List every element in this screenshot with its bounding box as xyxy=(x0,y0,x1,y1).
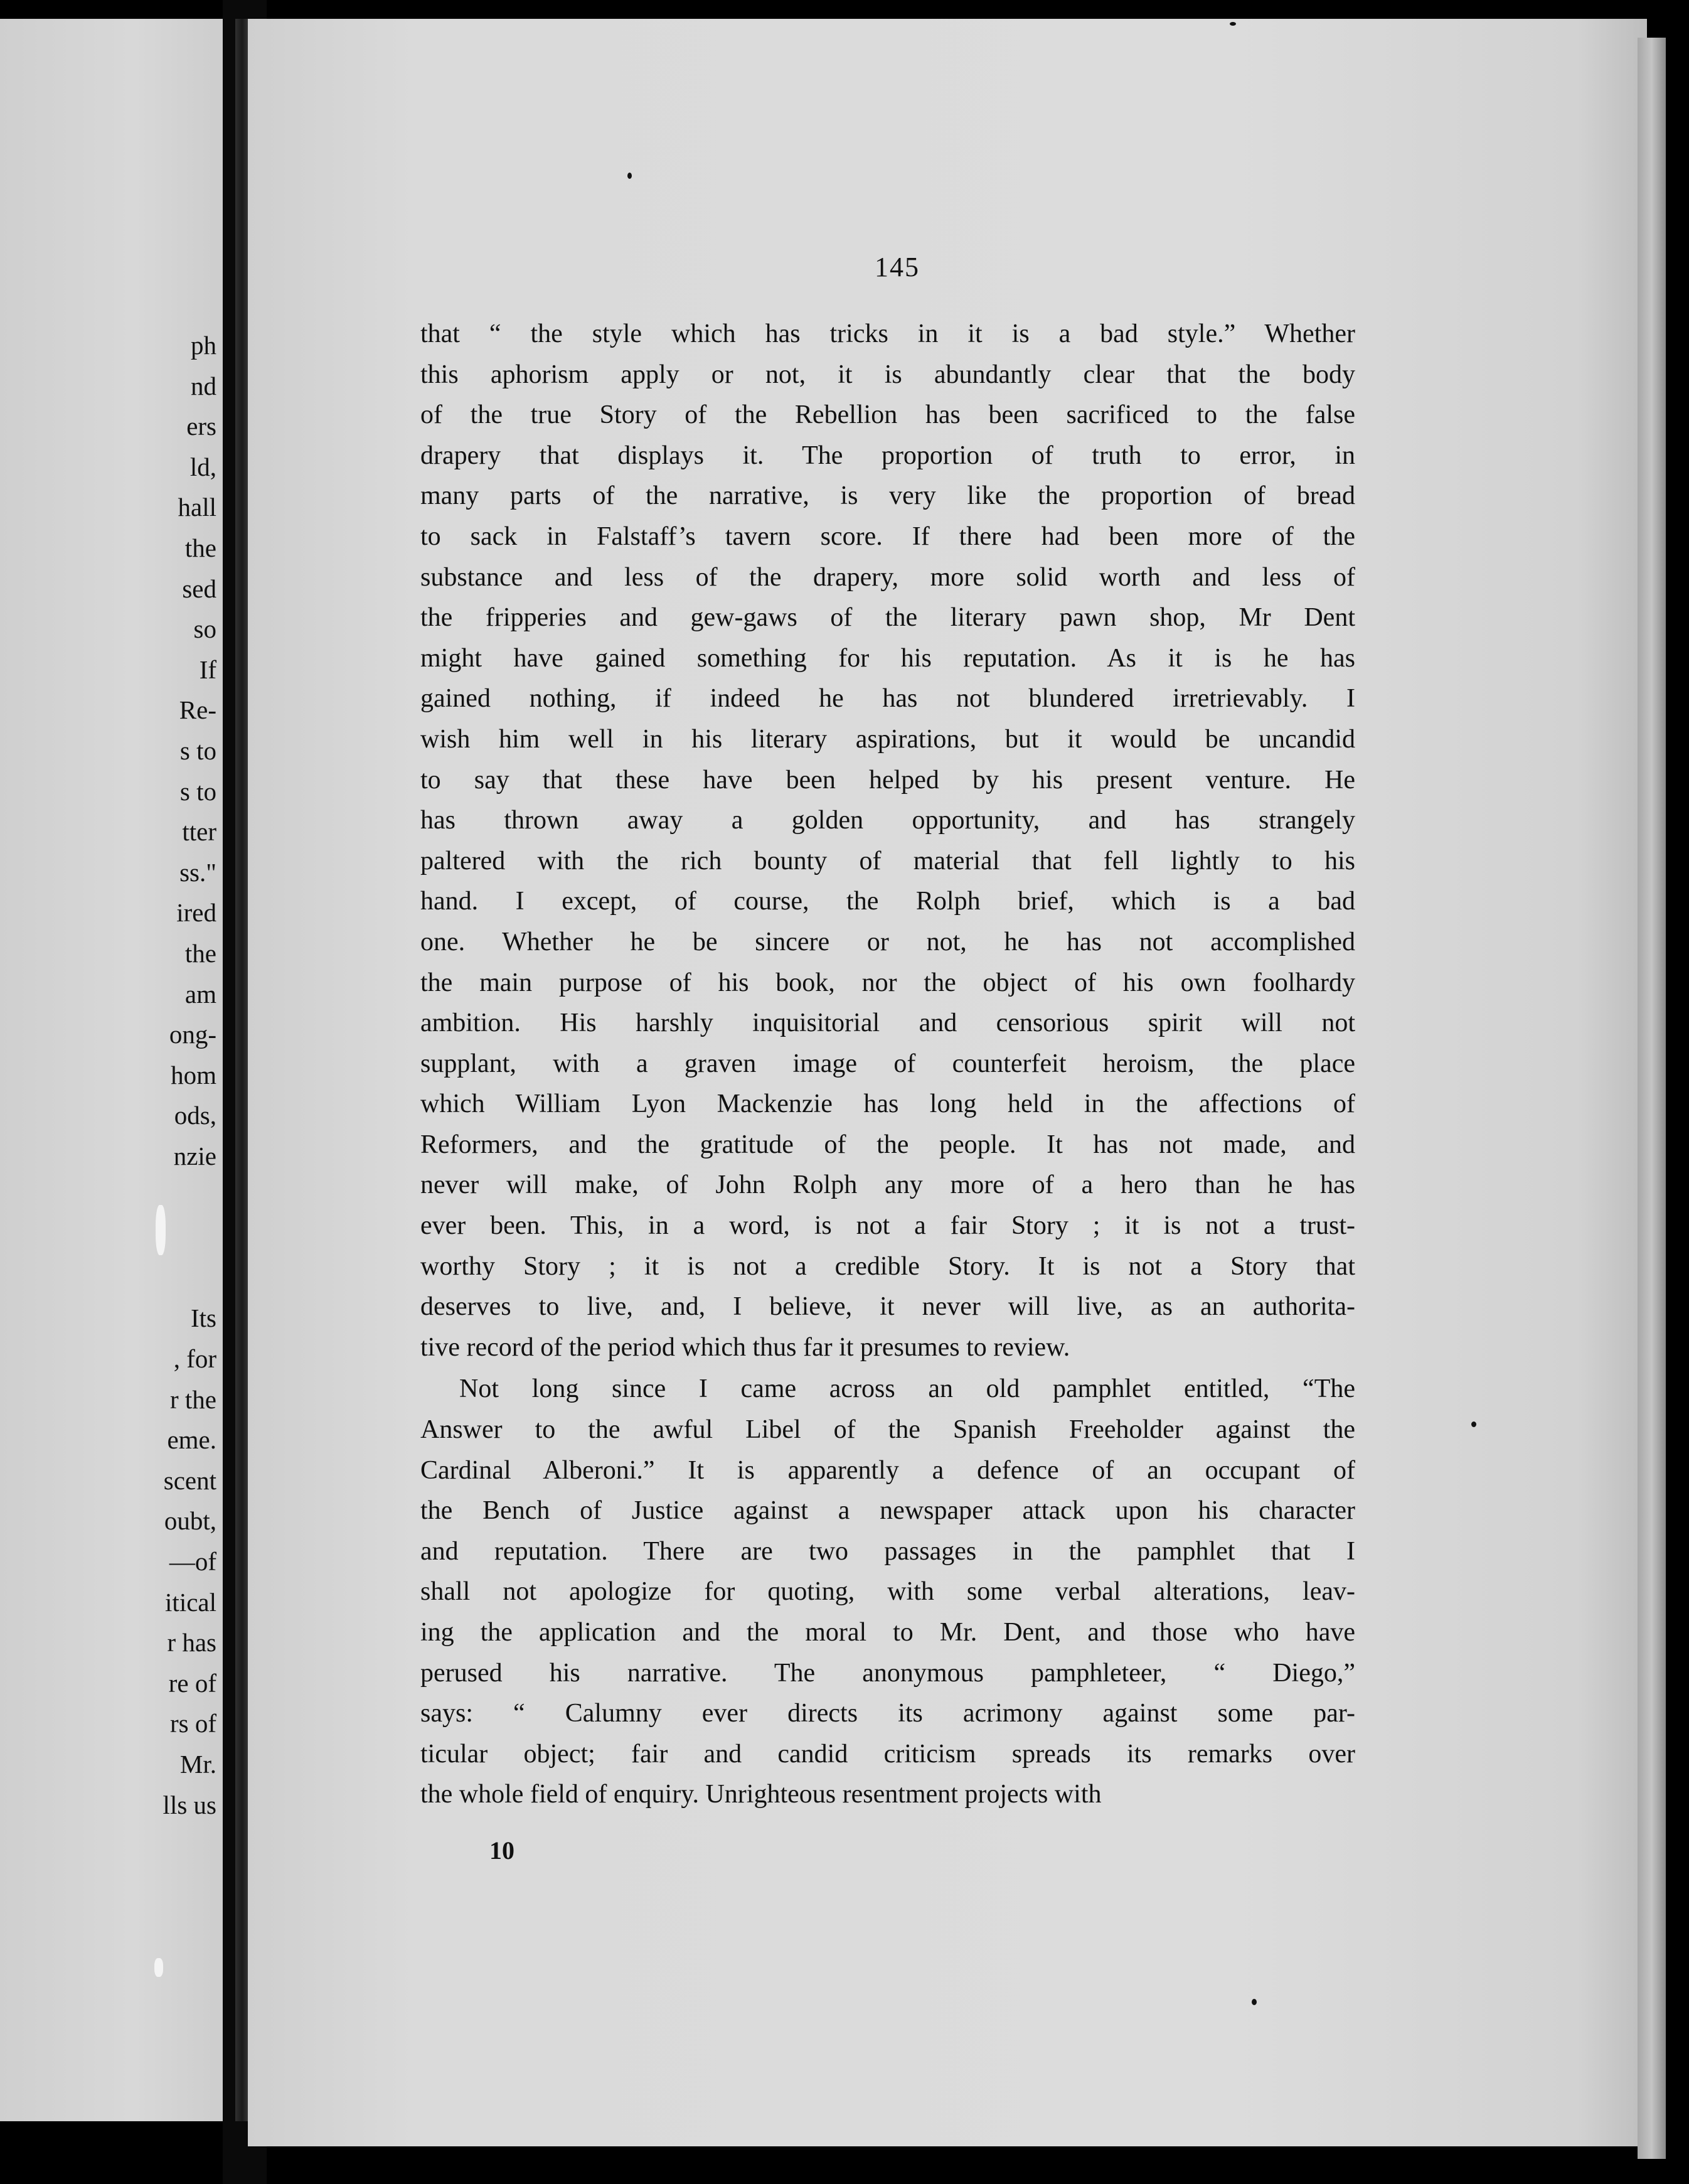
left-fragment-line: so xyxy=(193,614,216,644)
left-fragment-line: tter xyxy=(182,817,216,847)
left-fragment-line: , for xyxy=(173,1344,216,1374)
text-line: the whole field of enquiry. Unrighteous resentment projects with xyxy=(420,1780,1102,1809)
scan-speck xyxy=(154,1958,163,1977)
left-fragment-line: am xyxy=(184,979,216,1009)
left-fragment-line: ired xyxy=(176,898,216,928)
text-line: Reformers, and the gratitude of the people. It has not made, and xyxy=(420,1130,1355,1159)
paragraph-2 xyxy=(420,1369,1355,1815)
text-line: paltered with the rich bounty of material that fell lightly to his xyxy=(420,846,1355,875)
binding-gutter-edge xyxy=(235,19,249,2121)
left-fragment-line: If xyxy=(199,655,216,684)
text-line: ambition. His harshly inquisitorial and censorious spirit will not xyxy=(420,1009,1355,1038)
text-line: to sack in Falstaff’s tavern score. If there had been more of the xyxy=(420,522,1355,551)
left-fragment-line: nzie xyxy=(173,1141,216,1170)
text-line: the main purpose of his book, nor the object of his own foolhardy xyxy=(420,968,1355,997)
text-line: worthy Story ; it is not a credible Story. It is not a Story that xyxy=(420,1251,1355,1281)
left-fragment-line: —of xyxy=(169,1547,216,1576)
left-fragment-line: scent xyxy=(163,1465,216,1495)
text-line: shall not apologize for quoting, with some verbal alterations, leav- xyxy=(420,1577,1355,1607)
left-fragment-line: nd xyxy=(191,371,216,400)
text-line: ing the application and the moral to Mr. Dent, and those who have xyxy=(420,1618,1355,1647)
left-fragment-line: re of xyxy=(168,1668,216,1698)
page-edge-shadow xyxy=(1638,38,1666,2159)
text-line: ever been. This, in a word, is not a fair Story ; it is not a trust- xyxy=(420,1211,1355,1241)
left-fragment-gap xyxy=(3,1176,216,1298)
left-page-text-fragments xyxy=(3,325,216,1825)
left-fragment-line: ods, xyxy=(174,1101,216,1130)
scan-speck xyxy=(156,1205,166,1255)
text-line: ticular object; fair and candid criticism spreads its remarks over xyxy=(420,1739,1355,1769)
text-line: supplant, with a graven image of counterfeit heroism, the place xyxy=(420,1049,1355,1078)
text-line: hand. I except, of course, the Rolph brief, which is a bad xyxy=(420,887,1355,916)
left-fragment-line: s to xyxy=(179,736,216,765)
left-fragment-line: Its xyxy=(191,1303,216,1333)
text-line: might have gained something for his reputation. As it is he has xyxy=(420,643,1355,673)
text-line: Not long since I came across an old pamphlet entitled, “The xyxy=(459,1374,1355,1404)
text-line: this aphorism apply or not, it is abundantly clear that the body xyxy=(420,360,1355,389)
left-facing-page xyxy=(0,19,223,2121)
text-line: wish him well in his literary aspirations, but it would be uncandid xyxy=(420,724,1355,754)
left-fragment-line: eme. xyxy=(167,1425,216,1455)
left-fragment-line: r the xyxy=(170,1384,216,1414)
left-fragment-group-1 xyxy=(3,325,216,1176)
left-fragment-group-2 xyxy=(3,1298,216,1825)
text-line: of the true Story of the Rebellion has been sacrificed to the false xyxy=(420,400,1355,430)
left-fragment-line: itical xyxy=(165,1587,216,1617)
dust-speck xyxy=(1230,22,1236,26)
text-line: Cardinal Alberoni.” It is apparently a defence of an occupant of xyxy=(420,1455,1355,1485)
left-fragment-line: hom xyxy=(171,1060,216,1089)
text-line: one. Whether he be sincere or not, he has not accomplished xyxy=(420,927,1355,956)
text-line: many parts of the narrative, is very like the proportion of bread xyxy=(420,481,1355,511)
left-fragment-line: sed xyxy=(182,574,216,603)
text-line: the Bench of Justice against a newspaper attack upon his character xyxy=(420,1496,1355,1526)
left-fragment-line: ong- xyxy=(169,1020,216,1049)
text-line: that “ the style which has tricks in it is a bad style.” Whether xyxy=(420,319,1355,348)
dust-speck xyxy=(627,173,632,179)
left-fragment-line: the xyxy=(184,533,216,562)
left-fragment-line: lls us xyxy=(163,1790,216,1819)
left-fragment-line: ss." xyxy=(179,857,216,887)
left-fragment-line: rs of xyxy=(169,1709,216,1738)
left-fragment-line: s to xyxy=(179,776,216,806)
text-line: gained nothing, if indeed he has not blundered irretrievably. I xyxy=(420,684,1355,714)
left-fragment-line: oubt, xyxy=(164,1506,216,1536)
left-fragment-line: ers xyxy=(186,412,216,441)
left-fragment-line: Mr. xyxy=(179,1750,216,1779)
signature-mark: 10 xyxy=(489,1836,514,1865)
text-line: which William Lyon Mackenzie has long held in the affections of xyxy=(420,1089,1355,1119)
left-fragment-line: r has xyxy=(167,1628,216,1657)
dust-speck xyxy=(1471,1421,1476,1427)
body-text xyxy=(420,314,1355,1815)
text-line: the fripperies and gew-gaws of the literary pawn shop, Mr Dent xyxy=(420,603,1355,633)
text-line: tive record of the period which thus far it presumes to review. xyxy=(420,1332,1070,1362)
left-fragment-line: Re- xyxy=(179,695,216,725)
text-line: substance and less of the drapery, more solid worth and less of xyxy=(420,562,1355,592)
text-line: never will make, of John Rolph any more of a hero than he has xyxy=(420,1170,1355,1200)
left-fragment-line: the xyxy=(184,938,216,968)
text-line: says: “ Calumny ever directs its acrimony against some par- xyxy=(420,1699,1355,1728)
page-number: 145 xyxy=(875,252,920,282)
text-line: deserves to live, and, I believe, it never will live, as an authorita- xyxy=(420,1292,1355,1322)
dust-speck xyxy=(1252,1999,1257,2005)
text-line: to say that these have been helped by his present venture. He xyxy=(420,765,1355,795)
text-line: Answer to the awful Libel of the Spanish Freeholder against the xyxy=(420,1415,1355,1445)
paragraph-1 xyxy=(420,314,1355,1368)
left-fragment-line: ph xyxy=(191,331,216,360)
left-fragment-line: ld, xyxy=(189,452,216,481)
text-line: perused his narrative. The anonymous pamphleteer, “ Diego,” xyxy=(420,1658,1355,1688)
text-line: drapery that displays it. The proportion of truth to error, in xyxy=(420,441,1355,470)
text-line: and reputation. There are two passages in the pamphlet that I xyxy=(420,1536,1355,1566)
text-line: has thrown away a golden opportunity, and has strangely xyxy=(420,806,1355,835)
left-fragment-line: hall xyxy=(178,493,216,522)
